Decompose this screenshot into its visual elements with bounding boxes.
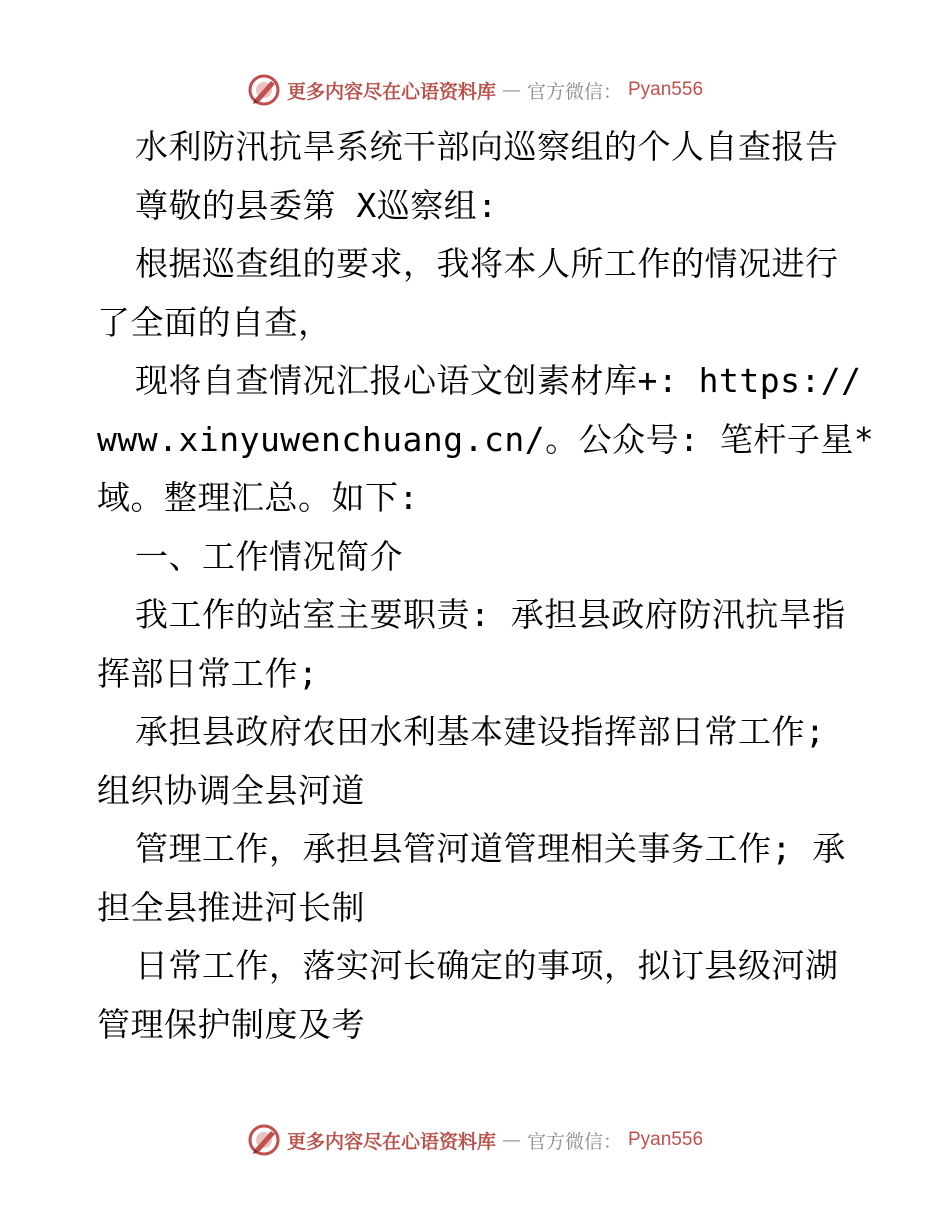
header-watermark bbox=[0, 70, 950, 110]
watermark-separator: — bbox=[501, 79, 521, 101]
pen-logo-icon bbox=[247, 1123, 281, 1157]
document-body bbox=[97, 118, 875, 1054]
watermark-wechat-label: 官方微信： bbox=[526, 1130, 622, 1153]
paragraph-line: 了全面的自查， bbox=[97, 302, 332, 342]
paragraph-line: 根据巡查组的要求，我将本人所工作的情况进行 bbox=[135, 244, 839, 283]
pen-logo-icon bbox=[247, 73, 281, 107]
watermark-wechat-id: Pyan556 bbox=[628, 1129, 704, 1150]
paragraph-line: www.xinyuwenchuang.cn/。公众号: 笔杆子星* bbox=[97, 419, 875, 459]
document-title: 水利防汛抗旱系统干部向巡察组的个人自查报告 bbox=[135, 127, 839, 166]
paragraph-line: 我工作的站室主要职责: 承担县政府防汛抗旱指 bbox=[135, 595, 846, 634]
paragraph-line: 管理工作，承担县管河道管理相关事务工作; 承 bbox=[135, 829, 846, 868]
section-heading: 一、工作情况简介 bbox=[135, 536, 403, 576]
watermark-text: 更多内容尽在心语资料库 bbox=[286, 1130, 496, 1153]
paragraph-line: 承担县政府农田水利基本建设指挥部日常工作; bbox=[135, 712, 826, 751]
paragraph-line: 管理保护制度及考 bbox=[97, 1004, 365, 1044]
watermark-wechat-label: 官方微信： bbox=[526, 80, 622, 103]
watermark-wechat-id: Pyan556 bbox=[628, 79, 704, 100]
paragraph-line: 担全县推进河长制 bbox=[97, 887, 365, 927]
watermark-separator: — bbox=[501, 1129, 521, 1151]
paragraph-line: 域。整理汇总。如下: bbox=[97, 478, 419, 517]
salutation: 尊敬的县委第 X巡察组: bbox=[135, 185, 498, 225]
paragraph-line: 挥部日常工作; bbox=[97, 653, 319, 693]
footer-watermark bbox=[0, 1120, 950, 1160]
paragraph-line: 组织协调全县河道 bbox=[97, 770, 365, 810]
watermark-text: 更多内容尽在心语资料库 bbox=[286, 80, 496, 103]
paragraph-line: 日常工作，落实河长确定的事项，拟订县级河湖 bbox=[135, 946, 839, 985]
paragraph-line: 现将自查情况汇报心语文创素材库+: https:// bbox=[135, 361, 862, 400]
